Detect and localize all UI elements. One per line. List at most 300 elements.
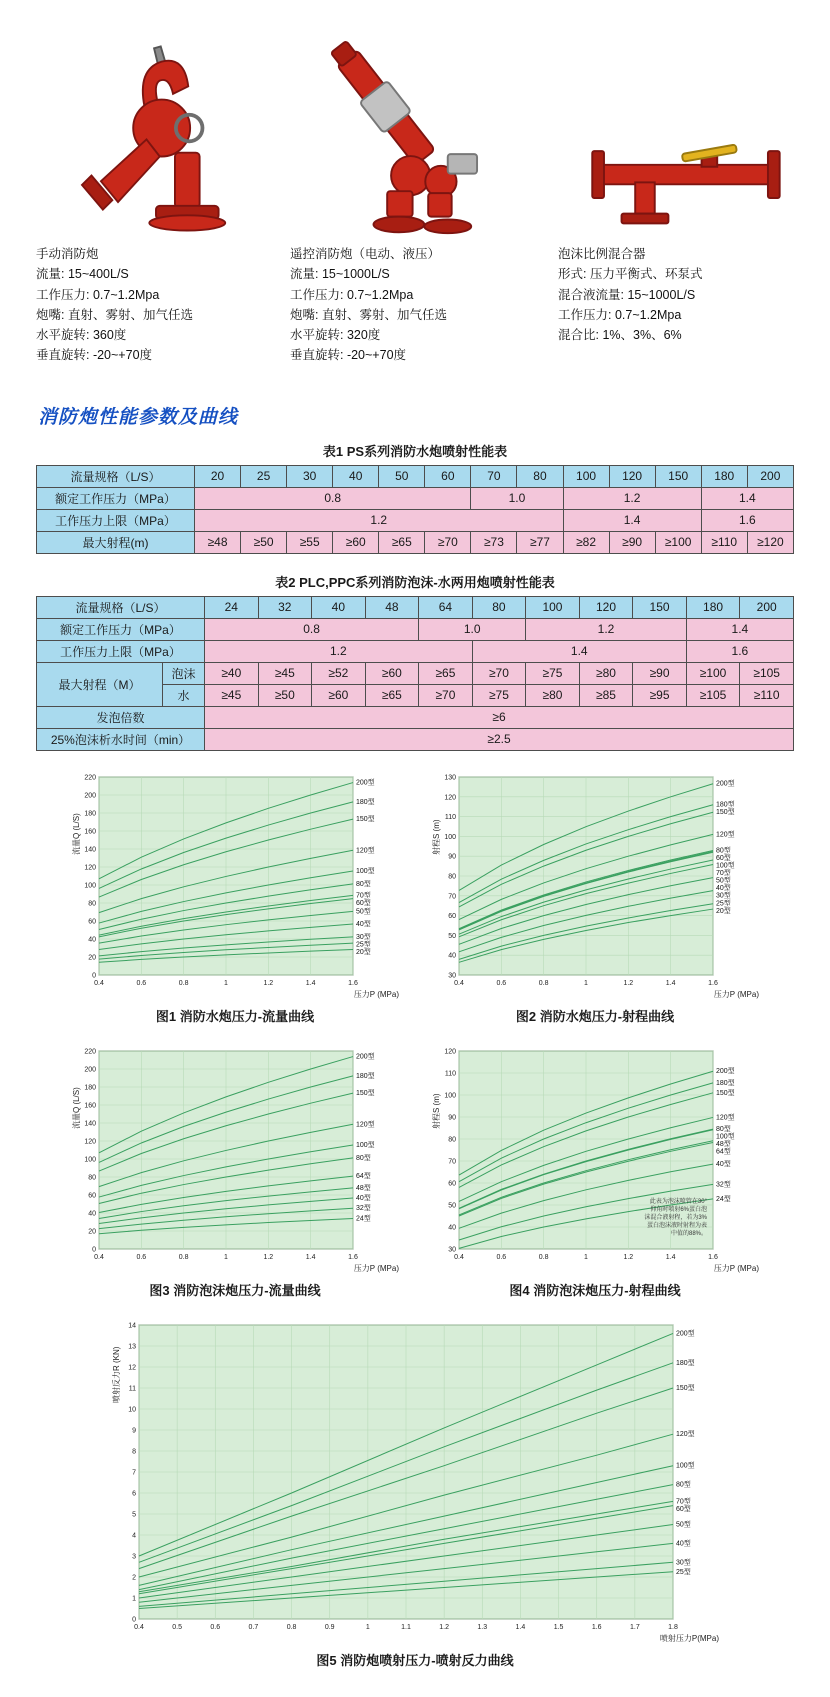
- svg-text:40型: 40型: [676, 1539, 691, 1547]
- svg-text:50型: 50型: [356, 907, 371, 915]
- product-spec: 流量: 15~1000L/S: [290, 267, 390, 282]
- svg-text:11: 11: [128, 1385, 136, 1392]
- product-spec: 垂直旋转: -20~+70度: [290, 348, 407, 363]
- table-cell: ≥120: [747, 531, 793, 553]
- table-cell: ≥110: [740, 684, 794, 706]
- svg-text:0.8: 0.8: [178, 1253, 189, 1261]
- svg-text:70: 70: [448, 1158, 456, 1165]
- svg-text:0: 0: [92, 972, 96, 979]
- svg-text:40型: 40型: [356, 920, 371, 928]
- table-cell: ≥110: [701, 531, 747, 553]
- table-cell: 工作压力上限（MPa）: [37, 509, 195, 531]
- svg-text:6: 6: [132, 1490, 136, 1497]
- svg-text:25型: 25型: [676, 1568, 691, 1576]
- chart-reaction-force: [109, 1313, 721, 1649]
- table-cell: 100: [563, 465, 609, 487]
- svg-text:60型: 60型: [356, 899, 371, 907]
- svg-text:180型: 180型: [356, 1072, 375, 1080]
- svg-text:30型: 30型: [716, 891, 731, 899]
- product-remote-monitor: [290, 26, 542, 366]
- figure-2-caption: 图2 消防水炮压力-射程曲线: [515, 1008, 675, 1024]
- svg-text:14: 14: [128, 1322, 136, 1329]
- svg-text:160: 160: [84, 1102, 96, 1109]
- table-cell: ≥100: [655, 531, 701, 553]
- svg-text:120型: 120型: [356, 1120, 375, 1128]
- table-cell: 额定工作压力（MPa）: [37, 487, 195, 509]
- table-cell: ≥55: [287, 531, 333, 553]
- table-cell: 1.2: [563, 487, 701, 509]
- svg-text:120型: 120型: [356, 846, 375, 854]
- svg-text:100: 100: [84, 882, 96, 889]
- table-cell: 1.0: [419, 618, 526, 640]
- product-manual-monitor: [36, 26, 274, 366]
- table-cell: ≥105: [740, 662, 794, 684]
- svg-text:100型: 100型: [356, 1141, 375, 1149]
- svg-text:0.6: 0.6: [136, 979, 147, 987]
- svg-text:13: 13: [128, 1343, 136, 1350]
- svg-text:120: 120: [84, 864, 96, 871]
- figure-4-caption: 图4 消防泡沫炮压力-射程曲线: [509, 1282, 681, 1298]
- svg-text:4: 4: [132, 1532, 136, 1539]
- table-cell: ≥48: [195, 531, 241, 553]
- table-cell: 120: [609, 465, 655, 487]
- svg-text:1: 1: [584, 1253, 588, 1261]
- table-cell: 1.4: [563, 509, 701, 531]
- svg-text:220: 220: [84, 1048, 96, 1055]
- svg-text:70: 70: [448, 892, 456, 900]
- svg-text:0.8: 0.8: [538, 1253, 549, 1261]
- table-cell: ≥50: [241, 531, 287, 553]
- svg-text:90: 90: [448, 853, 456, 861]
- svg-text:压力P (MPa): 压力P (MPa): [353, 1263, 399, 1273]
- product-spec: 工作压力: 0.7~1.2Mpa: [558, 307, 682, 322]
- product-spec: 水平旋转: 320度: [290, 328, 381, 342]
- table-cell: ≥80: [526, 684, 580, 706]
- svg-text:30: 30: [448, 1246, 456, 1253]
- table-cell: 1.2: [205, 640, 473, 662]
- svg-text:200型: 200型: [356, 1053, 375, 1061]
- svg-text:20: 20: [88, 1228, 96, 1235]
- figure-1-caption: 图1 消防水炮压力-流量曲线: [155, 1008, 315, 1024]
- svg-text:0.8: 0.8: [286, 1623, 297, 1631]
- table-cell: ≥65: [379, 531, 425, 553]
- svg-text:80: 80: [88, 900, 96, 907]
- svg-text:80型: 80型: [676, 1481, 691, 1489]
- svg-text:1.4: 1.4: [515, 1623, 526, 1631]
- svg-text:100型: 100型: [716, 1133, 735, 1141]
- table-cell: ≥65: [365, 684, 419, 706]
- svg-text:200: 200: [84, 792, 96, 799]
- table-cell: 150: [655, 465, 701, 487]
- svg-text:射程S (m): 射程S (m): [432, 1092, 441, 1129]
- table-cell: 0.8: [205, 618, 419, 640]
- svg-text:1.8: 1.8: [668, 1623, 678, 1631]
- svg-text:120: 120: [444, 793, 456, 801]
- table-cell: 50: [379, 465, 425, 487]
- table-cell: 180: [701, 465, 747, 487]
- svg-text:80型: 80型: [356, 880, 371, 888]
- table-cell: 1.6: [701, 509, 793, 531]
- table-cell: 80: [472, 596, 526, 618]
- table-cell: 64: [419, 596, 473, 618]
- svg-text:0: 0: [92, 1246, 96, 1253]
- svg-text:1.6: 1.6: [708, 1253, 718, 1261]
- svg-text:1.4: 1.4: [665, 979, 676, 987]
- svg-text:100型: 100型: [676, 1462, 695, 1470]
- svg-text:100: 100: [444, 833, 456, 841]
- svg-text:40: 40: [448, 1224, 456, 1231]
- svg-text:30型: 30型: [356, 933, 371, 941]
- svg-text:20型: 20型: [716, 907, 731, 915]
- svg-text:蛋白泡沫液时射程为表: 蛋白泡沫液时射程为表: [646, 1222, 707, 1229]
- table-cell: ≥60: [312, 684, 366, 706]
- svg-text:1.4: 1.4: [305, 979, 316, 987]
- svg-text:仰角时喷射6%蛋白泡: 仰角时喷射6%蛋白泡: [650, 1206, 707, 1213]
- svg-text:0.4: 0.4: [454, 1253, 464, 1261]
- product-name: 手动消防炮: [36, 247, 99, 261]
- table-cell: 水: [163, 684, 205, 706]
- svg-text:120型: 120型: [716, 1113, 735, 1121]
- table-cell: 最大射程(m): [37, 531, 195, 553]
- product-spec: 炮嘴: 直射、雾射、加气任选: [36, 307, 193, 322]
- svg-text:60: 60: [88, 1192, 96, 1199]
- svg-text:25型: 25型: [716, 900, 731, 908]
- table-cell: 工作压力上限（MPa）: [37, 640, 205, 662]
- svg-text:64型: 64型: [356, 1172, 371, 1180]
- svg-text:100型: 100型: [356, 867, 375, 875]
- table-cell: ≥105: [686, 684, 740, 706]
- table-cell: 1.2: [195, 509, 564, 531]
- svg-text:压力P (MPa): 压力P (MPa): [713, 1263, 759, 1273]
- table-cell: 0.8: [195, 487, 471, 509]
- svg-text:20型: 20型: [356, 948, 371, 956]
- table-cell: 1.4: [686, 618, 793, 640]
- svg-text:150型: 150型: [356, 815, 375, 823]
- svg-text:0.8: 0.8: [178, 979, 189, 987]
- table2-grid: [36, 596, 794, 751]
- product-spec: 形式: 压力平衡式、环泵式: [558, 267, 703, 282]
- svg-text:200型: 200型: [676, 1329, 695, 1337]
- table-cell: 48: [365, 596, 419, 618]
- svg-text:50型: 50型: [676, 1521, 691, 1528]
- svg-text:40: 40: [88, 936, 96, 943]
- svg-text:70型: 70型: [716, 869, 731, 877]
- svg-text:130: 130: [444, 774, 456, 781]
- table-cell: 额定工作压力（MPa）: [37, 618, 205, 640]
- svg-text:1.3: 1.3: [477, 1623, 488, 1631]
- svg-text:沫混合液射程，若为3%: 沫混合液射程，若为3%: [644, 1214, 707, 1221]
- svg-text:0.4: 0.4: [94, 979, 104, 987]
- svg-text:1.2: 1.2: [623, 1253, 634, 1261]
- svg-text:40: 40: [448, 952, 456, 960]
- remote-monitor-image: [311, 36, 521, 238]
- table-cell: ≥85: [579, 684, 633, 706]
- figure-3-caption: 图3 消防泡沫炮压力-流量曲线: [149, 1282, 321, 1298]
- foam-proportioner-photo: [558, 26, 810, 238]
- svg-text:200型: 200型: [356, 779, 375, 787]
- svg-text:180型: 180型: [716, 1079, 735, 1087]
- svg-text:40型: 40型: [716, 884, 731, 892]
- product-spec: 流量: 15~400L/S: [36, 267, 129, 282]
- table-cell: ≥70: [425, 531, 471, 553]
- svg-text:60: 60: [448, 1180, 456, 1187]
- svg-text:0.7: 0.7: [248, 1623, 259, 1631]
- table-cell: 25: [241, 465, 287, 487]
- svg-text:60: 60: [88, 918, 96, 925]
- table2-caption: 表2 PLC,PPC系列消防泡沫-水两用炮喷射性能表: [275, 574, 555, 590]
- svg-text:90: 90: [448, 1114, 456, 1121]
- table-cell: 最大射程（M）: [37, 662, 163, 706]
- svg-text:80: 80: [448, 1136, 456, 1143]
- svg-text:180: 180: [84, 810, 96, 817]
- svg-text:120: 120: [444, 1048, 456, 1055]
- table-cell: 1.0: [471, 487, 563, 509]
- svg-text:200型: 200型: [716, 1067, 735, 1075]
- svg-text:1: 1: [224, 979, 228, 987]
- table-cell: ≥80: [579, 662, 633, 684]
- svg-text:5: 5: [132, 1511, 136, 1518]
- product-spec: 混合比: 1%、3%、6%: [558, 328, 682, 342]
- svg-text:0.6: 0.6: [496, 1253, 507, 1261]
- table-cell: ≥100: [686, 662, 740, 684]
- product-spec: 混合液流量: 15~1000L/S: [558, 287, 696, 302]
- figure-2: [429, 765, 761, 1025]
- svg-text:0: 0: [132, 1616, 136, 1623]
- svg-text:1.4: 1.4: [305, 1253, 316, 1261]
- svg-text:160: 160: [84, 828, 96, 835]
- svg-text:60: 60: [448, 912, 456, 920]
- svg-text:2: 2: [132, 1574, 136, 1581]
- section-heading: 消防炮性能参数及曲线: [38, 406, 239, 428]
- svg-text:24型: 24型: [356, 1214, 371, 1222]
- remote-fire-monitor-photo: [290, 26, 542, 238]
- svg-text:1.5: 1.5: [553, 1623, 564, 1631]
- table-cell: ≥70: [472, 662, 526, 684]
- table-cell: ≥45: [205, 684, 259, 706]
- svg-text:120: 120: [84, 1138, 96, 1145]
- svg-text:0.4: 0.4: [454, 979, 464, 987]
- svg-text:1.7: 1.7: [629, 1623, 640, 1631]
- svg-text:100: 100: [84, 1156, 96, 1163]
- svg-text:120型: 120型: [716, 830, 735, 838]
- svg-text:中值的88%。: 中值的88%。: [670, 1230, 707, 1237]
- svg-text:7: 7: [132, 1469, 136, 1476]
- svg-text:180型: 180型: [676, 1359, 695, 1367]
- table-cell: ≥6: [205, 706, 794, 728]
- table-cell: ≥95: [633, 684, 687, 706]
- svg-text:压力P (MPa): 压力P (MPa): [353, 989, 399, 999]
- svg-text:1.2: 1.2: [439, 1623, 450, 1631]
- chart-water-range: [429, 765, 761, 1005]
- svg-text:0.4: 0.4: [134, 1623, 144, 1631]
- table-cell: 25%泡沫析水时间（min）: [37, 728, 205, 750]
- svg-text:40型: 40型: [716, 1160, 731, 1168]
- table-cell: ≥65: [419, 662, 473, 684]
- svg-text:1: 1: [224, 1253, 228, 1261]
- svg-text:0.4: 0.4: [94, 1253, 104, 1261]
- product-section: [36, 26, 794, 366]
- svg-text:110: 110: [444, 1070, 456, 1077]
- table-cell: ≥2.5: [205, 728, 794, 750]
- svg-text:3: 3: [132, 1553, 136, 1560]
- svg-text:12: 12: [128, 1364, 136, 1371]
- svg-text:50: 50: [448, 932, 456, 940]
- product-name: 泡沫比例混合器: [558, 247, 646, 261]
- svg-text:100型: 100型: [716, 861, 735, 869]
- product-spec: 工作压力: 0.7~1.2Mpa: [36, 287, 160, 302]
- chart-foam-range: [429, 1039, 761, 1279]
- charts-row-1: [36, 765, 794, 1025]
- foam-proportioner-image: [582, 116, 787, 238]
- svg-text:0.8: 0.8: [538, 979, 549, 987]
- table-cell: 30: [287, 465, 333, 487]
- table-cell: 1.4: [701, 487, 793, 509]
- svg-text:120型: 120型: [676, 1430, 695, 1438]
- svg-text:50型: 50型: [716, 876, 731, 884]
- table-cell: 1.2: [526, 618, 687, 640]
- svg-text:1.6: 1.6: [708, 979, 718, 987]
- svg-text:48型: 48型: [716, 1140, 731, 1148]
- svg-text:0.9: 0.9: [324, 1623, 335, 1631]
- table-cell: 40: [333, 465, 379, 487]
- table-cell: 发泡倍数: [37, 706, 205, 728]
- figure-5-caption: 图5 消防炮喷射压力-喷射反力曲线: [316, 1652, 514, 1668]
- svg-text:24型: 24型: [716, 1195, 731, 1203]
- svg-text:40型: 40型: [356, 1194, 371, 1202]
- table-cell: 200: [747, 465, 793, 487]
- table-cell: ≥90: [609, 531, 655, 553]
- svg-text:25型: 25型: [356, 940, 371, 948]
- svg-text:1.2: 1.2: [263, 979, 274, 987]
- table-cell: ≥75: [472, 684, 526, 706]
- svg-text:180: 180: [84, 1084, 96, 1091]
- svg-text:1: 1: [365, 1623, 370, 1631]
- table-cell: 200: [740, 596, 794, 618]
- table-cell: 1.6: [686, 640, 793, 662]
- table-cell: ≥77: [517, 531, 563, 553]
- svg-text:70型: 70型: [356, 891, 371, 899]
- svg-text:60型: 60型: [716, 854, 731, 862]
- table-cell: 流量规格（L/S）: [37, 465, 195, 487]
- svg-text:140: 140: [84, 846, 96, 853]
- table-cell: ≥70: [419, 684, 473, 706]
- product-name: 遥控消防炮（电动、液压）: [290, 247, 441, 261]
- svg-text:1.4: 1.4: [665, 1253, 676, 1261]
- table1-grid: [36, 465, 794, 554]
- svg-text:1: 1: [584, 979, 588, 987]
- table-cell: 80: [517, 465, 563, 487]
- table-cell: ≥73: [471, 531, 517, 553]
- svg-text:喷射压力P(MPa): 喷射压力P(MPa): [659, 1633, 719, 1643]
- product-spec: 工作压力: 0.7~1.2Mpa: [290, 287, 414, 302]
- svg-text:32型: 32型: [716, 1180, 731, 1188]
- figure-4: [429, 1039, 761, 1299]
- svg-text:80: 80: [448, 873, 456, 880]
- product-spec: 炮嘴: 直射、雾射、加气任选: [290, 307, 447, 322]
- svg-text:200: 200: [84, 1066, 96, 1073]
- svg-text:220: 220: [84, 774, 96, 781]
- svg-text:150型: 150型: [356, 1089, 375, 1097]
- product-foam-proportioner: [558, 26, 810, 366]
- manual-monitor-image: [63, 38, 248, 238]
- table-cell: ≥52: [312, 662, 366, 684]
- svg-text:1.6: 1.6: [348, 1253, 358, 1261]
- svg-text:64型: 64型: [716, 1148, 731, 1156]
- table-cell: 20: [195, 465, 241, 487]
- svg-text:1.2: 1.2: [263, 1253, 274, 1261]
- table-cell: ≥40: [205, 662, 259, 684]
- table1-container: [36, 465, 794, 554]
- table-cell: 150: [633, 596, 687, 618]
- svg-text:0.5: 0.5: [172, 1623, 183, 1631]
- table-cell: 泡沫: [163, 662, 205, 684]
- svg-text:流量Q (L/S): 流量Q (L/S): [72, 1086, 81, 1129]
- svg-text:0.6: 0.6: [210, 1623, 221, 1631]
- svg-text:20: 20: [88, 954, 96, 961]
- table-cell: 120: [579, 596, 633, 618]
- table-cell: 100: [526, 596, 580, 618]
- table2-container: [36, 596, 794, 751]
- svg-text:流量Q (L/S): 流量Q (L/S): [72, 812, 81, 855]
- svg-text:100: 100: [444, 1092, 456, 1099]
- table-cell: ≥90: [633, 662, 687, 684]
- svg-text:80型: 80型: [716, 1125, 731, 1133]
- svg-text:150型: 150型: [716, 1089, 735, 1097]
- svg-text:1.6: 1.6: [591, 1623, 602, 1631]
- svg-text:140: 140: [84, 1120, 96, 1127]
- chart-water-flow: [69, 765, 401, 1005]
- svg-text:压力P (MPa): 压力P (MPa): [713, 989, 759, 999]
- svg-text:70型: 70型: [676, 1497, 691, 1505]
- svg-text:1.6: 1.6: [348, 979, 358, 987]
- table-cell: 60: [425, 465, 471, 487]
- svg-text:150型: 150型: [716, 808, 735, 816]
- svg-text:60型: 60型: [676, 1505, 691, 1513]
- table1-caption: 表1 PS系列消防水炮喷射性能表: [322, 443, 508, 459]
- table-cell: ≥45: [258, 662, 312, 684]
- svg-text:10: 10: [128, 1406, 136, 1413]
- chart-foam-flow: [69, 1039, 401, 1279]
- table-cell: 32: [258, 596, 312, 618]
- svg-text:200型: 200型: [716, 780, 735, 788]
- svg-text:1.2: 1.2: [623, 979, 634, 987]
- table-cell: 40: [312, 596, 366, 618]
- svg-text:射程S (m): 射程S (m): [432, 818, 441, 855]
- table-cell: 180: [686, 596, 740, 618]
- product-spec: 水平旋转: 360度: [36, 328, 127, 342]
- svg-text:喷射反力R (KN): 喷射反力R (KN): [112, 1346, 121, 1403]
- svg-text:0.6: 0.6: [496, 979, 507, 987]
- table-cell: ≥82: [563, 531, 609, 553]
- product-spec: 垂直旋转: -20~+70度: [36, 348, 153, 363]
- charts-row-3: [36, 1313, 794, 1669]
- svg-text:1.1: 1.1: [401, 1623, 411, 1631]
- manual-fire-monitor-photo: [36, 26, 274, 238]
- svg-text:8: 8: [132, 1448, 136, 1455]
- svg-text:30型: 30型: [676, 1558, 691, 1566]
- svg-text:40: 40: [88, 1210, 96, 1217]
- svg-text:110: 110: [444, 813, 456, 821]
- svg-text:1: 1: [132, 1595, 136, 1602]
- svg-text:50: 50: [448, 1202, 456, 1209]
- svg-text:9: 9: [132, 1427, 136, 1434]
- figure-3: [69, 1039, 401, 1299]
- charts-row-2: [36, 1039, 794, 1299]
- figure-5: [109, 1313, 721, 1669]
- svg-text:30: 30: [448, 972, 456, 979]
- svg-text:80型: 80型: [716, 846, 731, 854]
- svg-text:此表为泡沫喷管在30°: 此表为泡沫喷管在30°: [649, 1198, 707, 1205]
